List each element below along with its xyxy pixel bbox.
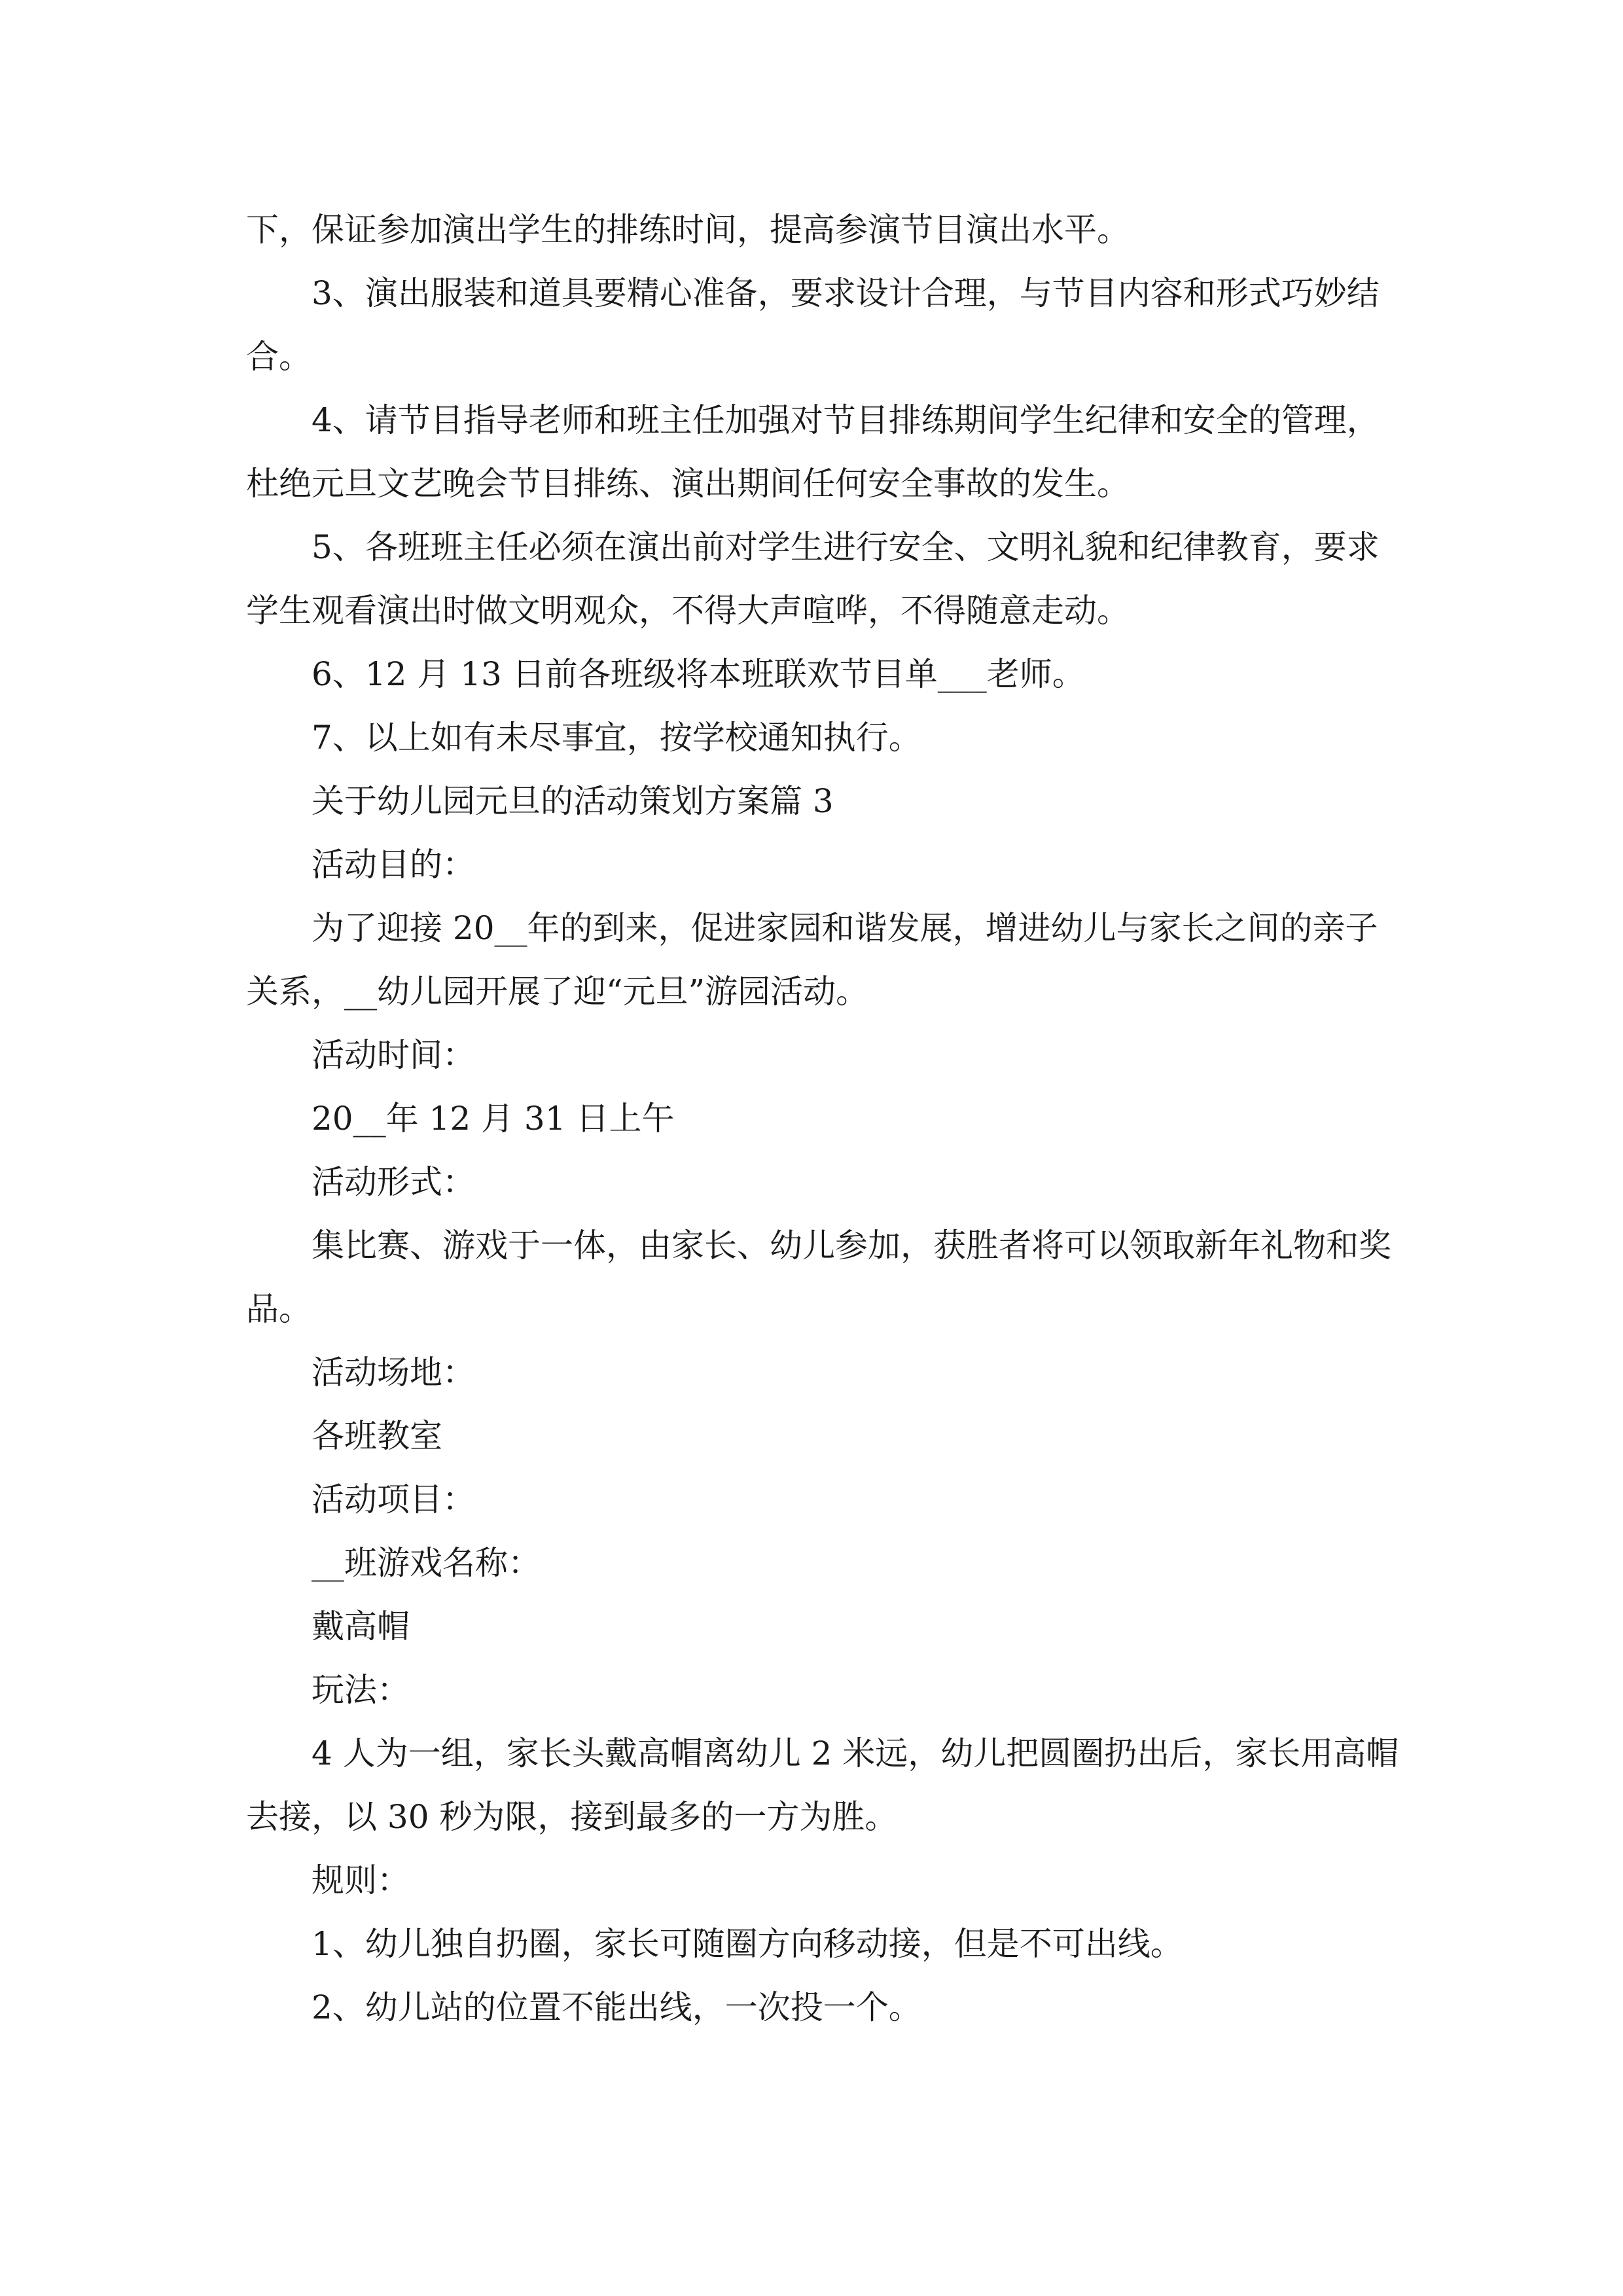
field-label: 活动项目：	[312, 1480, 475, 1518]
body-text-line: 学生观看演出时做文明观众，不得大声喧哗，不得随意走动。	[246, 592, 1130, 630]
section-heading: 关于幼儿园元旦的活动策划方案篇 3	[312, 782, 834, 820]
body-text-line: 品。	[246, 1290, 312, 1328]
field-value: 各班教室	[312, 1417, 442, 1455]
list-item-4: 4、请节目指导老师和班主任加强对节目排练期间学生纪律和安全的管理，	[312, 401, 1380, 439]
list-item-2: 2、幼儿站的位置不能出线，一次投一个。	[312, 1988, 921, 2026]
field-label: 活动场地：	[312, 1354, 475, 1391]
list-item-5: 5、各班班主任必须在演出前对学生进行安全、文明礼貌和纪律教育，要求	[312, 528, 1380, 566]
field-label: 活动目的：	[312, 846, 475, 884]
field-label: 活动时间：	[312, 1036, 475, 1074]
body-text-line: 4 人为一组，家长头戴高帽离幼儿 2 米远，幼儿把圆圈扔出后，家长用高帽	[312, 1734, 1399, 1772]
field-label: 玩法：	[312, 1671, 410, 1709]
field-value: 戴高帽	[312, 1607, 410, 1645]
list-item-7: 7、以上如有未尽事宜，按学校通知执行。	[312, 719, 921, 757]
list-item-6: 6、12 月 13 日前各班级将本班联欢节目单___老师。	[312, 655, 1085, 693]
field-label: 规则：	[312, 1861, 410, 1899]
body-text-line: 集比赛、游戏于一体，由家长、幼儿参加，获胜者将可以领取新年礼物和奖	[312, 1227, 1391, 1265]
field-label: __班游戏名称：	[312, 1544, 541, 1582]
list-item-3: 3、演出服装和道具要精心准备，要求设计合理，与节目内容和形式巧妙结	[312, 274, 1380, 312]
body-text-line: 下，保证参加演出学生的排练时间，提高参演节目演出水平。	[246, 211, 1130, 249]
field-label: 活动形式：	[312, 1163, 475, 1201]
body-text-line: 去接，以 30 秒为限，接到最多的一方为胜。	[246, 1798, 898, 1836]
list-item-1: 1、幼儿独自扔圈，家长可随圈方向移动接，但是不可出线。	[312, 1925, 1183, 1963]
body-text-line: 关系，__幼儿园开展了迎“元旦”游园活动。	[246, 973, 869, 1011]
body-text-line: 为了迎接 20__年的到来，促进家园和谐发展，增进幼儿与家长之间的亲子	[312, 909, 1378, 947]
field-value: 20__年 12 月 31 日上午	[312, 1100, 675, 1138]
body-text-line: 杜绝元旦文艺晚会节目排练、演出期间任何安全事故的发生。	[246, 465, 1130, 503]
body-text-line: 合。	[246, 338, 312, 376]
